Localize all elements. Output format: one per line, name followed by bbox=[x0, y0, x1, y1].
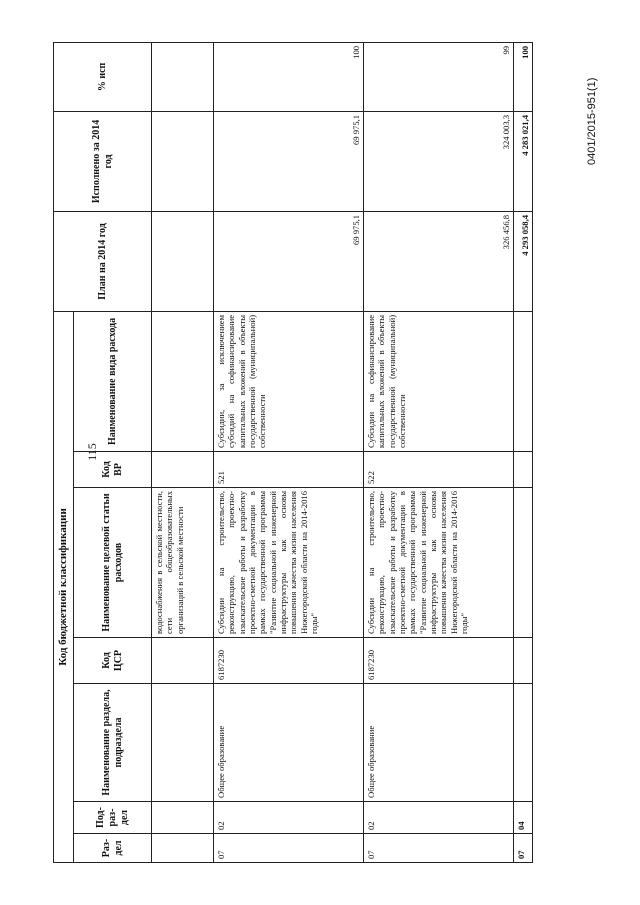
cell-csr: 6187230 bbox=[364, 638, 514, 684]
cell-vr bbox=[152, 452, 214, 488]
header-vr: Код ВР bbox=[74, 452, 152, 488]
header-csr: Код ЦСР bbox=[74, 638, 152, 684]
cell-percent: 99 bbox=[364, 42, 514, 111]
cell-vr bbox=[514, 452, 533, 488]
budget-table bbox=[53, 42, 533, 863]
cell-executed: 69 975,1 bbox=[214, 111, 364, 211]
cell-podrazdel: 04 bbox=[514, 802, 533, 834]
cell-percent: 100 bbox=[514, 42, 533, 111]
header-razdel: Раз-дел bbox=[74, 834, 152, 863]
cell-percent bbox=[152, 42, 214, 111]
cell-name-section bbox=[514, 684, 533, 802]
cell-podrazdel bbox=[152, 802, 214, 834]
header-executed: Исполнено за 2014 год bbox=[54, 111, 152, 211]
header-name-target: Наименование целевой статьи расходов bbox=[74, 488, 152, 638]
cell-name-vr bbox=[514, 311, 533, 451]
cell-plan: 326 456,8 bbox=[364, 211, 514, 311]
header-percent: % исп bbox=[54, 42, 152, 111]
cell-razdel: 07 bbox=[514, 834, 533, 863]
cell-name-vr: Субсидии на софинансирование капитальных вложений в объекты государственной (муниципальной) собственности bbox=[364, 311, 514, 451]
cell-podrazdel: 02 bbox=[364, 802, 514, 834]
cell-percent: 100 bbox=[214, 42, 364, 111]
cell-name-target bbox=[514, 488, 533, 638]
cell-razdel bbox=[152, 834, 214, 863]
document-id: 0401/2015-951(1) bbox=[586, 77, 598, 165]
cell-name-target: Субсидии на строительство, реконструкцию, проектно-изыскательские работы и разработку проектно-сметной документации в рамках государственной программы "Развитие социальной и инженерной инфраструктуры как основы повышения качества жизни населения Нижегородской области на 2014-2016 годы" bbox=[214, 488, 364, 638]
table-row bbox=[214, 42, 364, 862]
cell-csr bbox=[152, 638, 214, 684]
cell-podrazdel: 02 bbox=[214, 802, 364, 834]
table-row-total bbox=[514, 42, 533, 862]
header-plan: План на 2014 год bbox=[54, 211, 152, 311]
cell-razdel: 07 bbox=[364, 834, 514, 863]
cell-plan: 69 975,1 bbox=[214, 211, 364, 311]
cell-name-section: Общее образование bbox=[364, 684, 514, 802]
cell-razdel: 07 bbox=[214, 834, 364, 863]
header-name-section: Наименование раздела, подраздела bbox=[74, 684, 152, 802]
cell-name-target: Субсидии на строительство, реконструкцию, проектно-изыскательские работы и разработку проектно-сметной документации в рамках государственной программы "Развитие социальной и инженерной инфраструктуры как основы повышения качества жизни населения Нижегородской области на 2014-2016 годы" bbox=[364, 488, 514, 638]
cell-name-section bbox=[152, 684, 214, 802]
cell-csr bbox=[514, 638, 533, 684]
table-row bbox=[152, 42, 214, 862]
cell-vr: 521 bbox=[214, 452, 364, 488]
cell-plan bbox=[152, 211, 214, 311]
header-podrazdel: Под-раз-дел bbox=[74, 802, 152, 834]
cell-executed: 324 003,3 bbox=[364, 111, 514, 211]
page-number: 115 bbox=[85, 443, 99, 461]
header-name-vr: Наименование вида расхода bbox=[74, 311, 152, 451]
cell-executed: 4 283 021,4 bbox=[514, 111, 533, 211]
cell-name-target: водоснабжения в сельской местности, сети общеобразовательных организаций в сельской местности bbox=[152, 488, 214, 638]
cell-name-section: Общее образование bbox=[214, 684, 364, 802]
group-header: Код бюджетной классификации bbox=[54, 311, 74, 862]
cell-name-vr bbox=[152, 311, 214, 451]
cell-name-vr: Субсидии, за исключением субсидий на софинансирование капитальных вложений в объекты государственной (муниципальной) собственности bbox=[214, 311, 364, 451]
table-row bbox=[364, 42, 514, 862]
cell-executed bbox=[152, 111, 214, 211]
cell-plan: 4 293 058,4 bbox=[514, 211, 533, 311]
cell-csr: 6187230 bbox=[214, 638, 364, 684]
cell-vr: 522 bbox=[364, 452, 514, 488]
